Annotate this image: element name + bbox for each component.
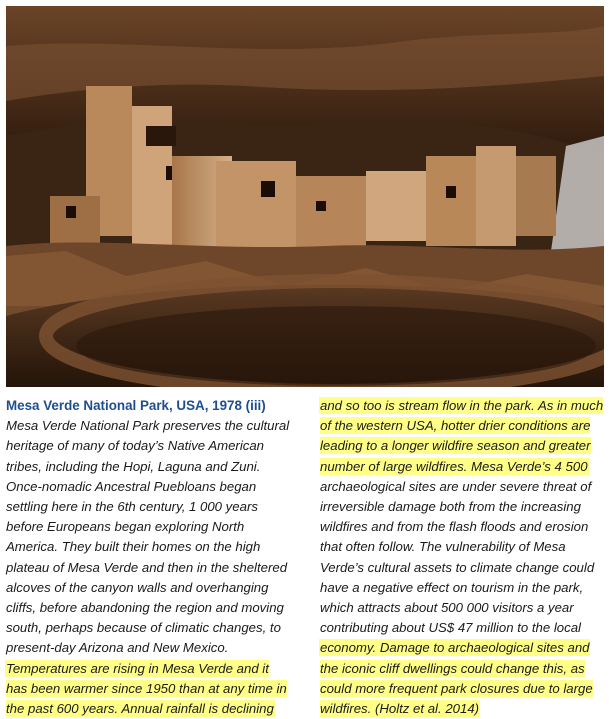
- article-heading: Mesa Verde National Park, USA, 1978 (iii): [6, 398, 266, 413]
- right-highlighted-text-2: economy. Damage to archaeological sites and the iconic cliff dwellings could change this, as could more frequent park closures due to large wildfires. (Holtz et al. 2014): [320, 640, 593, 717]
- right-highlighted-text-1: and so too is stream flow in the park. As in much of the western USA, hotter drier conditions are leading to a longer wildfire season and greater number of large wildfires. Mesa Verde’s 4 500: [320, 398, 604, 474]
- article-right-column: [320, 396, 606, 719]
- left-highlighted-text: Temperatures are rising in Mesa Verde and it has been warmer since 1950 than at any time in the past 600 years. Annual rainfall is declining: [6, 660, 287, 717]
- cliff-dwellings-photo: [6, 6, 604, 387]
- left-paragraph: Mesa Verde National Park preserves the cultural heritage of many of today’s Native American tribes, including the Hopi, Laguna and Zuni. Once-nomadic Ancestral Puebloans began settling here in the 6th century, 1 000 years before Europeans began exploring North America. They built their homes on the high plateau of Mesa Verde and then in the sheltered alcoves of the canyon walls and overhanging cliffs, before abandoning the region and moving south, perhaps because of climatic changes, to present-day Arizona and New Mexico.: [6, 418, 290, 656]
- right-paragraph: archaeological sites are under severe threat of irreversible damage both from the increasing wildfires and from the flash floods and erosion that often follow. The vulnerability of Mesa Verde’s cultural assets to climate change could have a negative effect on tourism in the park, which attracts about 500 000 visitors a year contributing about US$ 47 million to the local: [320, 478, 595, 636]
- article-left-column: [6, 396, 292, 719]
